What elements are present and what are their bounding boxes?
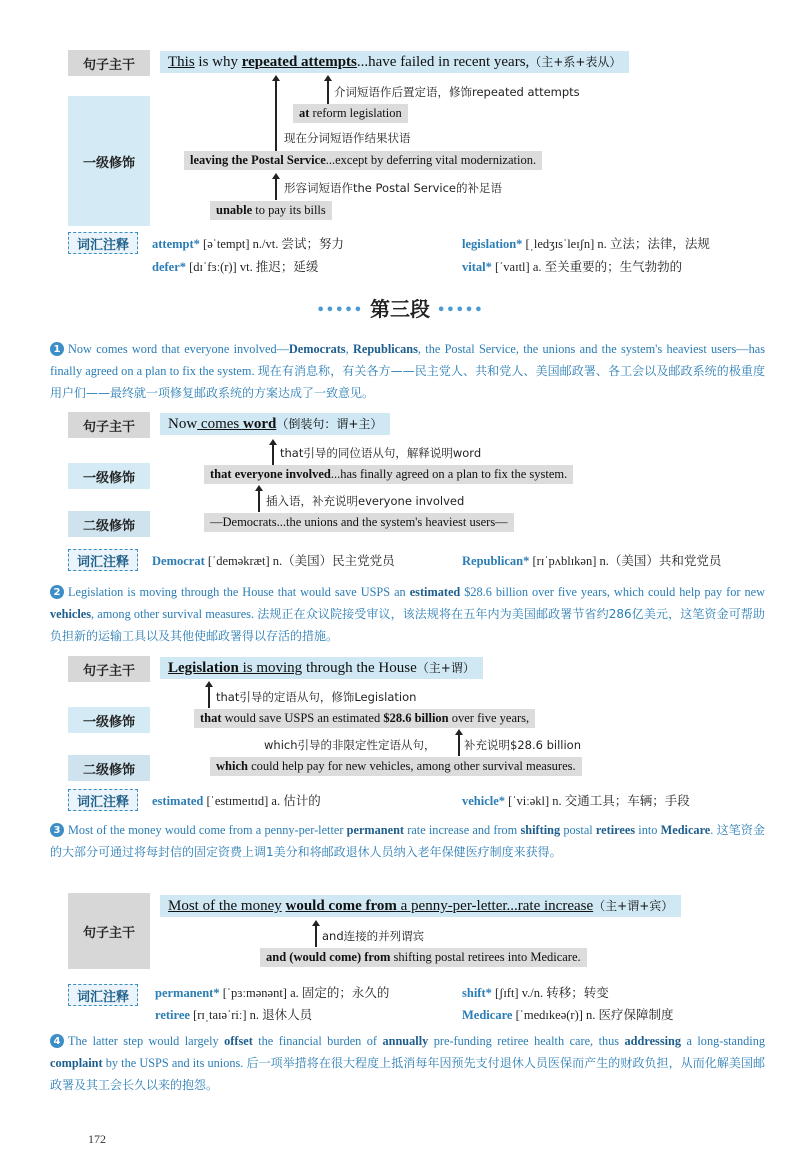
label-mod1-2: 一级修饰 xyxy=(68,707,150,733)
verb: is why xyxy=(194,54,242,70)
vocab-entry: legislation* [ˌledʒɪsˈleɪʃn] n. 立法；法律，法规 xyxy=(462,237,710,251)
grammar-note: 插入语，补充说明everyone involved xyxy=(266,494,465,508)
sentence-number: 3 xyxy=(50,823,64,837)
paragraph: Legislation is moving through the House that would save USPS an estimated $28.6 billion over five years, which could help pay for new vehicles, among other survival measures. 法规正在众议院接受审议，该法规将在五年内为美国邮政署节省约286亿美元，这笔资金可帮助负担新的运输工具以及其他使邮政署得以存活的措施。 xyxy=(50,585,765,643)
label-mod1-0: 一级修饰 xyxy=(68,96,150,226)
label-main-3: 句子主干 xyxy=(68,893,150,969)
arrow-line xyxy=(275,178,277,200)
modifier-phrase: that everyone involved...has finally agreed on a plan to fix the system. xyxy=(204,465,573,484)
vocab-entry: shift* [ʃɪft] v./n. 转移；转变 xyxy=(462,986,609,1000)
page-number: 172 xyxy=(88,1132,106,1146)
paragraph: The latter step would largely offset the financial burden of annually pre-funding retiree health care, thus addressing a long-standing complaint by the USPS and its unions. 后一项举措将在很大程度上抵消每年因预先支付退休人员医保而产生的财政负担，从而化解美国邮政署及其工会长久以来的抱怨。 xyxy=(50,1034,766,1092)
label-vocab-0: 词汇注释 xyxy=(68,232,138,254)
grammar-note: 补充说明$28.6 billion xyxy=(464,738,581,752)
sentence-number: 2 xyxy=(50,585,64,599)
subject: This xyxy=(168,54,195,70)
vocab-entry: vehicle* [ˈviːəkl] n. 交通工具；车辆；手段 xyxy=(462,794,690,808)
main-clause-2: Legislation is moving through the House（主+谓） xyxy=(160,657,483,679)
vocab-entry: defer* [dɪˈfɜː(r)] vt. 推迟；延缓 xyxy=(152,260,319,274)
arrow-line xyxy=(272,444,274,466)
modifier-phrase: that would save USPS an estimated $28.6 billion over five years, xyxy=(194,709,535,728)
structure-tag: （主+系+表从） xyxy=(529,55,622,69)
modifier-phrase: and (would come) from shifting postal retirees into Medicare. xyxy=(260,948,587,967)
grammar-note: 形容词短语作the Postal Service的补足语 xyxy=(284,181,502,195)
label-mod1-1: 一级修饰 xyxy=(68,463,150,489)
vocab-entry: Medicare [ˈmedɪkeə(r)] n. 医疗保障制度 xyxy=(462,1008,674,1022)
label-main-1: 句子主干 xyxy=(68,412,150,438)
grammar-note: and连接的并列谓宾 xyxy=(322,929,425,943)
arrow-line xyxy=(458,734,460,756)
arrow-line xyxy=(315,925,317,947)
vocab-entry: Republican* [rɪˈpʌblɪkən] n.（美国）共和党党员 xyxy=(462,554,722,568)
modifier-phrase: which could help pay for new vehicles, among other survival measures. xyxy=(210,757,582,776)
vocab-entry: permanent* [ˈpɜːmənənt] a. 固定的；永久的 xyxy=(155,986,390,1000)
grammar-note: 介词短语作后置定语，修饰repeated attempts xyxy=(334,85,580,99)
modifier-phrase: unable to pay its bills xyxy=(210,201,332,220)
section-heading: ••••• 第三段 ••••• xyxy=(316,297,484,321)
arrow-line xyxy=(208,686,210,708)
label-main-2: 句子主干 xyxy=(68,656,150,682)
vocab-entry: estimated [ˈestɪmeɪtɪd] a. 估计的 xyxy=(152,794,321,808)
grammar-note: which引导的非限定性定语从句， xyxy=(264,738,436,752)
modifier-phrase: at reform legislation xyxy=(293,104,408,123)
label-main-0: 句子主干 xyxy=(68,50,150,76)
label-vocab-2: 词汇注释 xyxy=(68,789,138,811)
main-clause-3: Most of the money would come from a penny-per-letter...rate increase（主+谓+宾） xyxy=(160,895,681,917)
grammar-note: that引导的同位语从句，解释说明word xyxy=(280,446,482,460)
label-mod2-1: 二级修饰 xyxy=(68,511,150,537)
label-mod2-2: 二级修饰 xyxy=(68,755,150,781)
vocab-entry: Democrat [ˈdeməkræt] n.（美国）民主党党员 xyxy=(152,554,395,568)
main-clause-1: Now comes word（倒装句：谓+主） xyxy=(160,413,390,435)
paragraph: Most of the money would come from a penny-per-letter permanent rate increase and from shifting postal retirees into Medicare. 这笔资金的大部分可通过将每封信的固定资费上调1美分和将邮政退休人员纳入老年保健医疗制度来获得。 xyxy=(50,823,765,859)
arrow-line xyxy=(327,80,329,105)
grammar-note: 现在分词短语作结果状语 xyxy=(284,131,411,145)
arrow-line xyxy=(275,80,277,160)
grammar-note: that引导的定语从句，修饰Legislation xyxy=(216,690,417,704)
modifier-phrase: leaving the Postal Service...except by deferring vital modernization. xyxy=(184,151,542,170)
modifier-phrase: —Democrats...the unions and the system's heaviest users— xyxy=(204,513,514,532)
sentence-number: 1 xyxy=(50,342,64,356)
label-vocab-3: 词汇注释 xyxy=(68,984,138,1006)
vocab-entry: attempt* [əˈtempt] n./vt. 尝试；努力 xyxy=(152,237,344,251)
sentence-number: 4 xyxy=(50,1034,64,1048)
key-phrase: repeated attempts xyxy=(241,54,357,70)
paragraph: Now comes word that everyone involved—Democrats, Republicans, the Postal Service, the unions and the system's heaviest users—has finally agreed on a plan to fix the system. 现在有消息称，有关各方——民主党人、共和党人、美国邮政署、各工会以及邮政系统的极重度用户们——最终就一项修复邮政系统的方案达成了一致意见。 xyxy=(50,342,765,400)
vocab-entry: vital* [ˈvaɪtl] a. 至关重要的；生气勃勃的 xyxy=(462,260,683,274)
vocab-entry: retiree [rɪˌtaɪəˈriː] n. 退休人员 xyxy=(155,1008,313,1022)
main-clause-0 xyxy=(160,51,629,73)
arrow-line xyxy=(258,490,260,512)
label-vocab-1: 词汇注释 xyxy=(68,549,138,571)
rest: ...have failed in recent years, xyxy=(356,54,530,70)
